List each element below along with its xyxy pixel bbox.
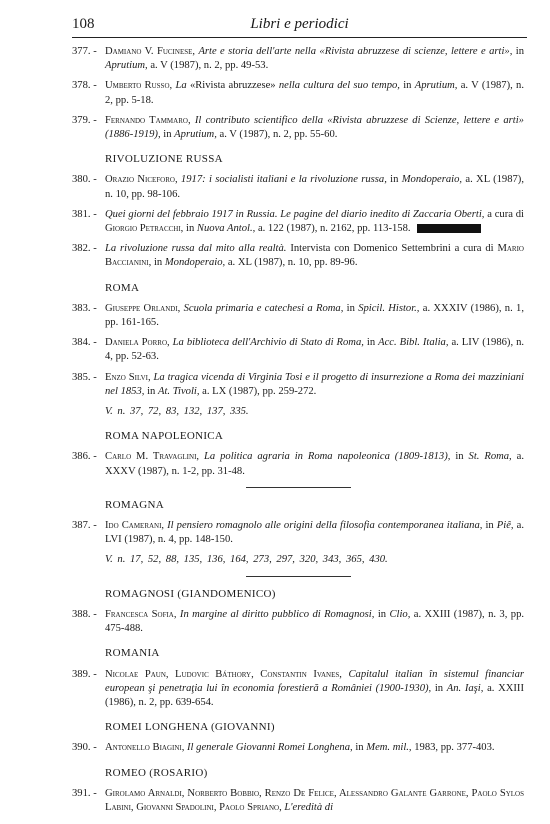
- section-heading: ROMANIA: [105, 647, 160, 660]
- bibliography-list: [72, 45, 524, 821]
- entry-author: Antonello Biagini,: [105, 742, 185, 754]
- entry-details: a. 122 (1987), n. 2162, pp. 113-158.: [257, 223, 411, 235]
- entry-author: Orazio Niceforo,: [105, 174, 178, 186]
- entry-title: Quei giorni del febbraio 1917 in Russia. Le pagine del diario inedito di Zaccaria Oberti,: [105, 208, 485, 220]
- running-title: Libri e periodici: [250, 16, 349, 32]
- entry-378: [72, 79, 524, 107]
- entry-journal: Acc. Bibl. Italia,: [378, 337, 449, 349]
- entry-in: in: [346, 302, 355, 314]
- entry-journal: Spicil. Histor.,: [358, 302, 420, 314]
- section-heading: ROMAGNOSI (GIANDOMENICO): [105, 587, 276, 600]
- entry-journal: Mondoperaio,: [401, 174, 463, 186]
- entry-author: Francesca Sofia,: [105, 608, 177, 620]
- section-divider: [246, 576, 351, 577]
- entry-391: [72, 787, 524, 815]
- entry-journal: St. Roma,: [468, 451, 512, 463]
- entry-details: a. XL (1987), n. 10, pp. 89-96.: [227, 257, 358, 269]
- entry-title: L'eredità di: [284, 801, 334, 813]
- section-heading: ROMA NAPOLEONICA: [105, 430, 224, 443]
- entry-380: [72, 173, 524, 201]
- entry-author: Fernando Tammaro,: [105, 114, 191, 126]
- entry-journal: An. Iaşi,: [446, 682, 484, 694]
- entry-390: [72, 741, 524, 755]
- entry-in: in: [186, 223, 195, 235]
- entry-cura: a cura di: [487, 208, 524, 220]
- entry-in: in: [147, 385, 156, 397]
- entry-in: in: [403, 80, 412, 92]
- entry-384: [72, 336, 524, 364]
- entry-journal: Aprutium,: [174, 129, 217, 141]
- entry-379: [72, 114, 524, 142]
- entry-title: La biblioteca dell'Archivio di Stato di Roma,: [172, 337, 364, 349]
- entry-number: 379. -: [72, 114, 97, 126]
- entry-number: 388. -: [72, 608, 97, 620]
- entry-title: 1917: i socialisti italiani e la rivoluzione russa,: [180, 174, 387, 186]
- entry-journal: Aprutium,: [414, 80, 458, 92]
- entry-editor: Mario Baccianini,: [105, 243, 524, 269]
- entry-title: Il generale Giovanni Romei Longhena,: [187, 742, 353, 754]
- entry-author: Daniela Porro,: [105, 337, 170, 349]
- entry-in: in: [153, 257, 163, 269]
- entry-journal: Nuova Antol.,: [196, 223, 256, 235]
- entry-number: 382. -: [72, 243, 97, 255]
- section-heading: RIVOLUZIONE RUSSA: [105, 153, 223, 166]
- entry-in: in: [434, 682, 444, 694]
- entry-details: a. V (1987), n. 2, pp. 5-18.: [105, 80, 524, 106]
- entry-title: Scuola primaria e catechesi a Roma,: [183, 302, 344, 314]
- entry-number: 381. -: [72, 208, 97, 220]
- entry-journal: Mem. mil.,: [366, 742, 412, 754]
- entry-journal: Piê,: [496, 520, 514, 532]
- entry-number: 378. -: [72, 80, 97, 92]
- entry-journal: Aprutium,: [105, 60, 148, 72]
- entry-author: Carlo M. Travaglini,: [105, 451, 200, 463]
- entry-387: [72, 519, 524, 547]
- entry-details: a. XXXIV (1986), n. 1, pp. 161-165.: [105, 302, 524, 329]
- entry-note: Intervista con Domenico Settembrini a cura di: [290, 243, 494, 255]
- entry-381: [72, 208, 524, 236]
- entry-title-quote: «Rivista abruzzese»: [189, 80, 276, 92]
- entry-number: 385. -: [72, 371, 97, 383]
- entry-details: a. XL (1987), n. 10, pp. 98-106.: [105, 174, 524, 200]
- entry-author: Nicolae Paun, Ludovic Báthory, Constantin Ivanes,: [105, 668, 342, 680]
- header-rule: [72, 37, 527, 38]
- entry-author: Enzo Silvi,: [105, 371, 151, 383]
- entry-number: 380. -: [72, 174, 97, 186]
- entry-author: Umberto Russo,: [105, 80, 173, 92]
- entry-number: 377. -: [72, 46, 97, 57]
- entry-title: In margine al diritto pubblico di Romagnosi,: [179, 608, 375, 620]
- entry-details: a. V (1987), n. 2, pp. 55-60.: [219, 129, 338, 141]
- entry-number: 383. -: [72, 302, 97, 314]
- entry-389: [72, 668, 524, 711]
- entry-377: [72, 45, 524, 73]
- entry-details: a. V (1987), n. 2, pp. 49-53.: [150, 60, 269, 72]
- entry-title-rest: nella cultura del suo tempo,: [278, 80, 400, 92]
- entry-number: 390. -: [72, 742, 97, 754]
- entry-382: [72, 242, 524, 270]
- entry-details: 1983, pp. 377-403.: [414, 742, 495, 754]
- entry-number: 391. -: [72, 787, 97, 799]
- entry-in: in: [515, 46, 524, 57]
- entry-number: 386. -: [72, 451, 97, 463]
- entry-383: [72, 302, 524, 330]
- cross-reference: V. n. 37, 72, 83, 132, 137, 335.: [105, 406, 249, 418]
- entry-details: a. LVI (1987), n. 4, pp. 148-150.: [105, 520, 524, 546]
- entry-title: Capitalul italian în sistemul financiar european şi penetraţia lui în economia forestieră a României (1900-1930),: [105, 668, 524, 694]
- entry-details: a. LIV (1986), n. 4, pp. 52-63.: [105, 337, 525, 363]
- entry-author: Damiano V. Fucinese,: [105, 46, 196, 57]
- entry-title: La: [175, 80, 187, 92]
- page-header: [72, 16, 527, 36]
- section-heading: ROMEI LONGHENA (GIOVANNI): [105, 721, 275, 734]
- entry-in: in: [163, 129, 172, 141]
- entry-385: [72, 371, 524, 399]
- entry-in: in: [455, 451, 464, 463]
- entry-number: 387. -: [72, 520, 97, 532]
- entry-in: in: [377, 608, 387, 620]
- entry-388: [72, 608, 524, 636]
- entry-journal: Clio,: [389, 608, 411, 620]
- entry-386: [72, 450, 524, 478]
- redaction-mark: [417, 224, 481, 233]
- section-heading: ROMEO (ROSARIO): [105, 766, 208, 779]
- entry-in: in: [485, 520, 494, 532]
- entry-author: Ido Camerani,: [105, 520, 165, 532]
- entry-title: Arte e storia dell'arte nella «Rivista abruzzese di scienze, lettere e arti»,: [198, 46, 513, 57]
- section-heading: ROMA: [105, 281, 140, 294]
- entry-journal: At. Tivoli,: [158, 385, 200, 397]
- entry-title: La rivoluzione russa dal mito alla realtà.: [105, 243, 287, 255]
- entry-details: a. XXIII (1987), n. 3, pp. 475-488.: [105, 608, 525, 635]
- entry-author: Girolamo Arnaldi, Norberto Bobbio, Renzo De Felice, Alessandro Galante Garrone, Paolo Sylos Labini, Giovanni Spadolini, Paolo Spriano,: [105, 787, 524, 813]
- entry-details: a. LX (1987), pp. 259-272.: [202, 385, 317, 397]
- entry-number: 384. -: [72, 337, 97, 349]
- entry-title: La tragica vicenda di Virginia Tosi e il progetto di insurrezione a Roma dei mazziniani nel 1853,: [105, 371, 524, 397]
- entry-title: Il contributo scientifico della «Rivista abruzzese di Scienze, lettere e arti» (1886-1919),: [105, 114, 524, 141]
- entry-author: Giuseppe Orlandi,: [105, 302, 181, 314]
- entry-journal: Mondoperaio,: [164, 257, 226, 269]
- section-divider: [246, 487, 351, 488]
- entry-details: a. XXIII (1986), n. 2, pp. 639-654.: [105, 682, 524, 708]
- entry-editor: Giorgio Petracchi,: [105, 223, 184, 235]
- entry-in: in: [366, 337, 376, 349]
- entry-in: in: [390, 174, 399, 186]
- entry-in: in: [355, 742, 364, 754]
- section-heading: ROMAGNA: [105, 498, 164, 511]
- entry-title: La politica agraria in Roma napoleonica (1809-1813),: [203, 451, 451, 463]
- entry-details: a. XXXV (1987), n. 1-2, pp. 31-48.: [105, 451, 525, 477]
- cross-reference: V. n. 17, 52, 88, 135, 136, 164, 273, 297, 320, 343, 365, 430.: [105, 554, 388, 566]
- entry-number: 389. -: [72, 668, 97, 680]
- page-number: 108: [72, 16, 95, 32]
- entry-title: Il pensiero romagnolo alle origini della filosofia contemporanea italiana,: [167, 520, 483, 532]
